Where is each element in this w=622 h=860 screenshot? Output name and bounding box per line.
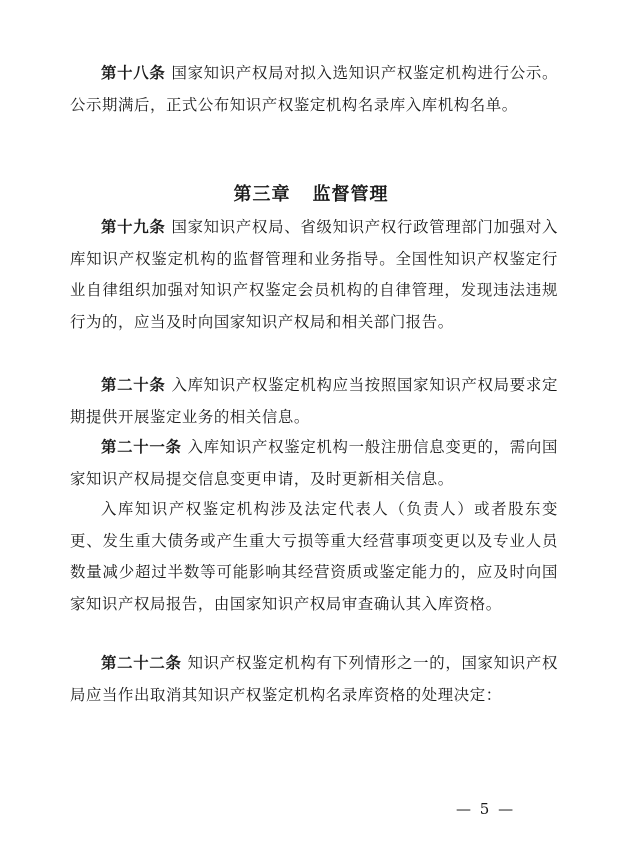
page-number: — 5 — — [456, 800, 516, 818]
article-18 — [70, 58, 558, 121]
article-21-paragraph-2-text: 入库知识产权鉴定机构涉及法定代表人（负责人）或者股东变更、发生重大债务或产生重大亏损等重大经营事项变更以及专业人员数量减少超过半数等可能影响其经营资质或鉴定能力的，应及时向国家知识产权局报告，由国家知识产权局审查确认其入库资格。 — [70, 500, 558, 613]
chapter-heading — [0, 180, 622, 206]
article-21 — [70, 432, 558, 495]
article-21-number: 第二十一条 — [101, 438, 182, 456]
article-20-text: 入库知识产权鉴定机构应当按照国家知识产权局要求定期提供开展鉴定业务的相关信息。 — [70, 376, 558, 426]
article-22-text: 知识产权鉴定机构有下列情形之一的，国家知识产权局应当作出取消其知识产权鉴定机构名录库资格的处理决定： — [70, 654, 558, 704]
chapter-number: 第三章 — [233, 184, 291, 205]
article-19 — [70, 212, 558, 338]
article-20-number: 第二十条 — [101, 376, 166, 394]
article-22 — [70, 648, 558, 711]
article-18-text: 国家知识产权局对拟入选知识产权鉴定机构进行公示。公示期满后，正式公布知识产权鉴定机构名录库入库机构名单。 — [70, 64, 558, 114]
article-22-number: 第二十二条 — [101, 654, 182, 672]
article-18-number: 第十八条 — [101, 64, 166, 82]
article-21-paragraph-2 — [70, 494, 558, 620]
article-21-text: 入库知识产权鉴定机构一般注册信息变更的，需向国家知识产权局提交信息变更申请，及时更新相关信息。 — [70, 438, 558, 488]
article-19-number: 第十九条 — [101, 218, 166, 236]
chapter-title: 监督管理 — [312, 184, 389, 205]
article-20 — [70, 370, 558, 433]
article-19-text: 国家知识产权局、省级知识产权行政管理部门加强对入库知识产权鉴定机构的监督管理和业务指导。全国性知识产权鉴定行业自律组织加强对知识产权鉴定会员机构的自律管理，发现违法违规行为的，应当及时向国家知识产权局和相关部门报告。 — [70, 218, 558, 331]
